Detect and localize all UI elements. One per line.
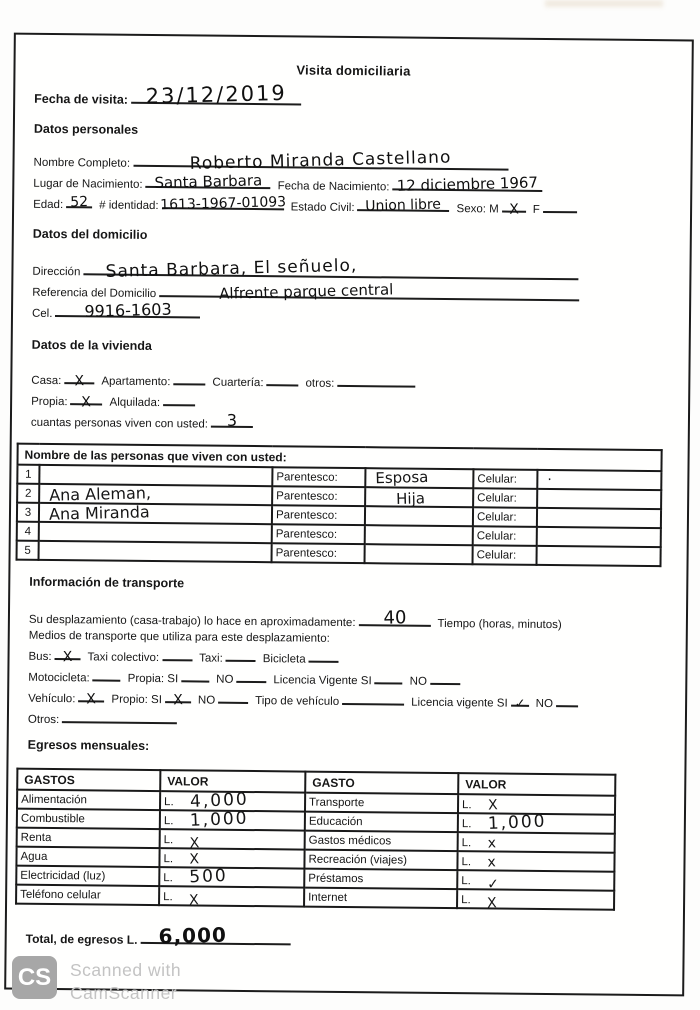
gasto-valor-cell [159,886,304,909]
gasto-valor-cell [457,889,614,910]
fecha-nacimiento-label: Fecha de Nacimiento: [277,180,390,194]
bicicleta-field [309,649,339,663]
form-title: Visita domiciliaria [296,62,411,79]
gasto-valor: x [486,834,496,852]
egresos-header-gasto: GASTO [305,772,458,795]
direccion-value: Santa Barbara, El señuelo, [105,255,358,282]
sexo-f-field [543,199,577,213]
vehiculo-no-label: NO [197,694,216,707]
total-line [25,922,683,953]
vehiculo-licencia-label: Licencia vigente SI [411,696,508,710]
gasto-nombre: Internet [304,888,457,909]
persona-num: 1 [17,465,39,484]
gasto-nombre: Agua [16,847,159,867]
vehiculo-lic-si-value: ✓ [514,696,526,712]
parentesco-label-cell: Parentesco: [272,524,365,544]
vehiculo-label: Vehículo: [28,692,76,706]
persona-nombre-cell [39,484,272,505]
otros-transporte-field [62,709,177,724]
edad-line [33,194,690,218]
propia-field [71,391,103,411]
gasto-nombre: Renta [17,828,160,848]
tipo-vehiculo-label: Tipo de vehículo [255,695,340,708]
lugar-nacimiento-field [146,171,271,192]
sexo-label: Sexo: M [456,203,499,216]
cel-value: 9916-1603 [84,299,172,321]
gasto-valor: X [487,796,498,814]
gasto-nombre: Combustible [17,809,160,829]
persona-nombre: Ana Aleman, [48,482,152,505]
nombre-label: Nombre Completo: [33,156,131,170]
desplazamiento-value: 40 [382,607,407,629]
fecha-visita-label: Fecha de visita: [34,91,129,107]
camscanner-text-line2: CamScanner [70,983,178,1003]
nombre-field [133,147,508,174]
datos-domicilio-heading: Datos del domicilio [32,226,148,242]
transporte-heading: Información de transporte [29,574,185,591]
sexo-f-label: F [532,203,540,216]
persona-nombre-cell [39,541,272,562]
motocicleta-label: Motocicleta: [28,671,90,685]
currency-label: L. [163,852,174,865]
vehiculo-no-field [218,690,248,704]
gasto-valor: X [188,834,200,852]
gasto-valor: X [486,894,497,912]
moto-propia-si-field [181,668,209,682]
bus-line [28,646,685,670]
persona-num: 5 [17,541,39,560]
sexo-m-value: X [508,201,519,218]
gasto-nombre: Gastos médicos [305,831,458,852]
gasto-valor: X [188,891,199,909]
gasto-valor-cell [458,832,615,853]
datos-personales-heading: Datos personales [33,121,139,137]
egresos-heading: Egresos mensuales: [27,737,150,753]
currency-label: L. [164,796,174,809]
gasto-nombre: Recreación (viajes) [304,850,457,871]
camscanner-watermark [12,956,181,1005]
vehiculo-value: X [86,691,97,708]
gasto-valor-cell [159,867,304,887]
vehiculo-propio-si-field [165,689,191,709]
bus-field [55,646,81,666]
fecha-nacimiento-field [392,173,542,195]
persona-nombre: Ana Miranda [48,501,150,524]
casa-field [64,370,94,390]
total-field [140,922,290,949]
gasto-nombre: Teléfono celular [16,885,159,905]
identidad-label: # identidad: [99,199,159,213]
currency-label: L. [163,815,174,828]
cel-label: Cel. [31,307,53,320]
celular-value-cell [537,470,661,490]
apartamento-field [173,371,205,385]
currency-label: L. [163,833,174,846]
gasto-nombre: Electricidad (luz) [16,866,159,886]
estado-civil-field [358,196,450,215]
gasto-nombre: Préstamos [304,869,457,890]
lugar-nacimiento-label: Lugar de Nacimiento: [33,177,143,191]
casa-label: Casa: [31,374,62,388]
gasto-nombre: Educación [305,812,458,833]
casa-line [31,370,688,394]
parentesco-value-cell [365,468,473,488]
gasto-valor: X [188,850,200,868]
moto-propia-label: Propia: SI [127,672,179,686]
personas-table-header: Nombre de las personas que viven con usted: [17,444,661,472]
direccion-field [83,255,578,282]
datos-vivienda-heading: Datos de la vivienda [31,337,152,353]
egresos-table [15,768,616,911]
gasto-valor-cell [160,829,305,852]
moto-no-label: NO [216,673,234,686]
gasto-valor: 1,000 [487,811,547,834]
motocicleta-field [93,667,121,681]
casa-value: X [74,373,85,390]
parentesco-value-cell [365,525,473,545]
estado-civil-value: Union libre [365,196,442,215]
gasto-valor: x [486,853,496,871]
currency-label: L. [461,893,471,906]
identidad-value: 1613-1967-01093 [159,194,286,214]
gasto-valor-cell [159,848,304,868]
persona-num: 4 [17,522,39,541]
persona-num: 3 [17,503,39,522]
gasto-nombre: Alimentación [17,790,160,810]
gasto-valor-cell [457,870,614,891]
parentesco-label-cell: Parentesco: [272,486,365,506]
celular-value-cell [537,527,661,547]
currency-label: L. [461,855,472,868]
parentesco-value: Esposa [375,467,429,488]
persona-nombre-cell [39,503,272,524]
bicicleta-label: Bicicleta [262,653,306,666]
celular-label-cell: Celular: [473,526,537,546]
otros-transporte-label: Otros: [27,713,60,727]
identidad-field [159,194,286,214]
scanned-form-page [4,33,694,997]
sexo-m-field [502,199,526,218]
currency-label: L. [461,818,472,831]
moto-lic-si-field [375,670,403,684]
parentesco-value-cell [365,544,473,564]
apartamento-label: Apartamento: [101,375,171,389]
total-label: Total, de egresos L. [25,931,138,947]
motocicleta-line [28,667,685,691]
lugar-nacimiento-value: Santa Barbara [154,171,263,192]
cuarteria-label: Cuartería: [212,376,264,390]
vehiculo-propio-label: Propio: SI [111,693,163,707]
nombre-line [33,147,690,176]
moto-lic-no-field [430,671,460,685]
celular-value-cell [537,489,661,509]
gasto-valor: 500 [188,865,228,888]
edad-value: 52 [70,194,89,211]
vehiculo-lic-si-field [511,693,529,712]
desplazamiento-line [29,609,686,633]
celular-label-cell: Celular: [473,545,537,565]
camscanner-text-line1: Scanned with [70,960,182,980]
currency-label: L. [163,890,173,903]
taxi-label: Taxi: [199,652,223,665]
currency-label: L. [461,836,472,849]
taxi-colectivo-field [162,647,192,661]
celular-label-cell: Celular: [473,507,537,527]
vehiculo-line [28,688,685,712]
scan-artifact [545,0,663,7]
alquilada-field [163,392,195,406]
edad-field [66,194,92,211]
fecha-visita-line [34,80,691,113]
moto-no-field [236,669,266,683]
propia-label: Propia: [31,395,68,409]
parentesco-label-cell: Parentesco: [272,467,365,487]
personas-count-line [31,412,688,436]
referencia-value: Alfrente parque central [218,280,394,303]
fecha-nacimiento-value: 12 diciembre 1967 [396,173,539,195]
moto-licencia-label: Licencia Vigente SI [273,674,372,688]
nombre-value: Roberto Miranda Castellano [189,147,452,174]
celular-value-cell [536,546,660,566]
medios-line: Medios de transporte que utiliza para este desplazamiento: [28,629,330,645]
parentesco-value-cell [365,506,473,526]
celular-value-cell [537,508,661,528]
cuarteria-field [267,372,299,386]
celular-label-cell: Celular: [473,469,537,489]
tipo-vehiculo-field [342,691,404,706]
vehiculo-propio-si-value: X [172,692,183,709]
desplazamiento-field [359,607,431,629]
fecha-visita-value: 23/12/2019 [145,80,287,109]
parentesco-value-cell [365,487,473,507]
gasto-valor: ✓ [486,875,499,893]
currency-label: L. [462,798,472,811]
nacimiento-line [33,173,690,197]
propia-line [31,391,688,415]
parentesco-value: Hija [395,489,426,508]
propia-value: X [81,394,92,411]
personas-count-label: cuantas personas viven con usted: [30,416,209,431]
personas-count-field [211,410,253,430]
moto-lic-no-label: NO [409,675,427,688]
vehiculo-lic-no-field [556,693,578,707]
celular-value: · [547,471,553,488]
vehiculo-lic-no-label: NO [535,697,553,711]
cel-field [55,299,200,321]
currency-label: L. [461,874,471,887]
estado-civil-label: Estado Civil: [290,201,355,215]
taxi-field [226,648,256,662]
persona-nombre-cell [39,465,272,486]
alquilada-label: Alquilada: [109,396,161,410]
parentesco-label-cell: Parentesco: [272,543,365,563]
egresos-header-valor2: VALOR [458,773,615,796]
camscanner-logo: CS [12,956,57,999]
desplazamiento-suffix: Tiempo (horas, minutos) [437,617,562,632]
gasto-valor: 1,000 [189,808,249,831]
otros-vivienda-label: otros: [305,377,335,390]
personas-count-value: 3 [226,410,238,430]
gasto-valor-cell [160,810,305,830]
otros-vivienda-field [337,373,415,388]
gasto-valor-cell [458,813,615,834]
personas-table [16,443,663,568]
vehiculo-field [78,688,104,708]
bus-label: Bus: [28,650,52,663]
persona-num: 2 [17,484,39,503]
edad-label: Edad: [33,198,64,212]
direccion-label: Dirección [32,265,81,279]
referencia-field [159,280,579,303]
persona-nombre-cell [39,522,272,543]
bus-value: X [62,649,73,666]
cel-line [31,299,689,327]
currency-label: L. [163,872,173,885]
desplazamiento-label: Su desplazamiento (casa-trabajo) lo hace en aproximadamente: [28,613,356,630]
gasto-valor: 4,000 [189,789,249,812]
otros-transporte-line [28,709,685,733]
taxi-colectivo-label: Taxi colectivo: [87,651,160,665]
gasto-nombre: Transporte [305,793,458,814]
parentesco-label-cell: Parentesco: [272,505,365,525]
gasto-valor-cell [457,851,614,872]
egresos-header-valor1: VALOR [160,770,305,792]
total-value: 6,000 [158,922,228,949]
camscanner-text [70,956,181,1005]
celular-label-cell: Celular: [473,488,537,508]
egresos-header-gastos: GASTOS [17,769,160,791]
fecha-visita-field [131,80,301,109]
referencia-label: Referencia del Domicilio [32,286,157,301]
